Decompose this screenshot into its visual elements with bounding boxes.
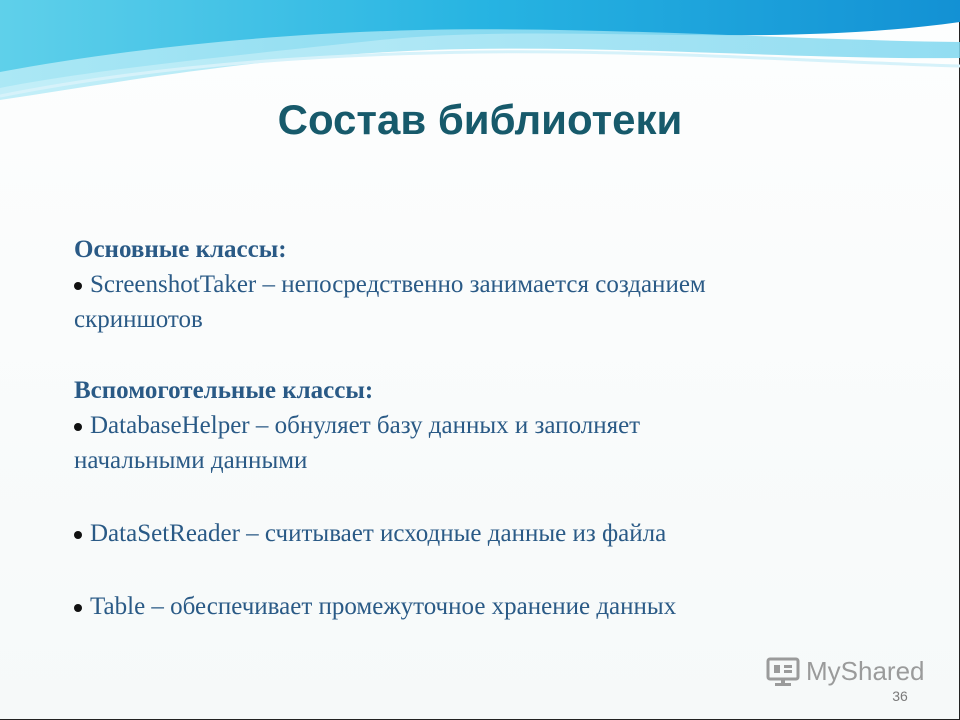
presentation-screen-icon [766, 657, 800, 687]
list-item-continuation: начальными данными [74, 447, 308, 474]
list-item-datasetreader [74, 516, 894, 551]
list-item-text: DataSetReader – считывает исходные данные из файла [90, 520, 667, 547]
list-item-screenshottaker [74, 267, 894, 302]
list-item-continuation: скриншотов [74, 306, 203, 333]
header-wave-decoration [0, 0, 960, 110]
aux-classes-heading: Вспомоготельные классы: [74, 377, 374, 404]
bullet-icon [74, 282, 82, 290]
list-item-text: Table – обеспечивает промежуточное хранение данных [90, 593, 677, 620]
list-item-text: DatabaseHelper – обнуляет базу данных и заполняет [90, 412, 641, 439]
list-item-text: ScreenshotTaker – непосредственно занимается созданием [90, 271, 706, 298]
bullet-icon [74, 423, 82, 431]
main-classes-heading: Основные классы: [74, 236, 287, 263]
slide-title: Состав библиотеки [277, 96, 683, 143]
page-number: 36 [892, 688, 908, 704]
list-item-databasehelper [74, 408, 894, 443]
list-item-table [74, 589, 894, 624]
bullet-icon [74, 531, 82, 539]
watermark-text: MyShared [806, 656, 925, 686]
bullet-icon [74, 604, 82, 612]
content-body [74, 232, 894, 624]
myshared-watermark [766, 656, 925, 687]
